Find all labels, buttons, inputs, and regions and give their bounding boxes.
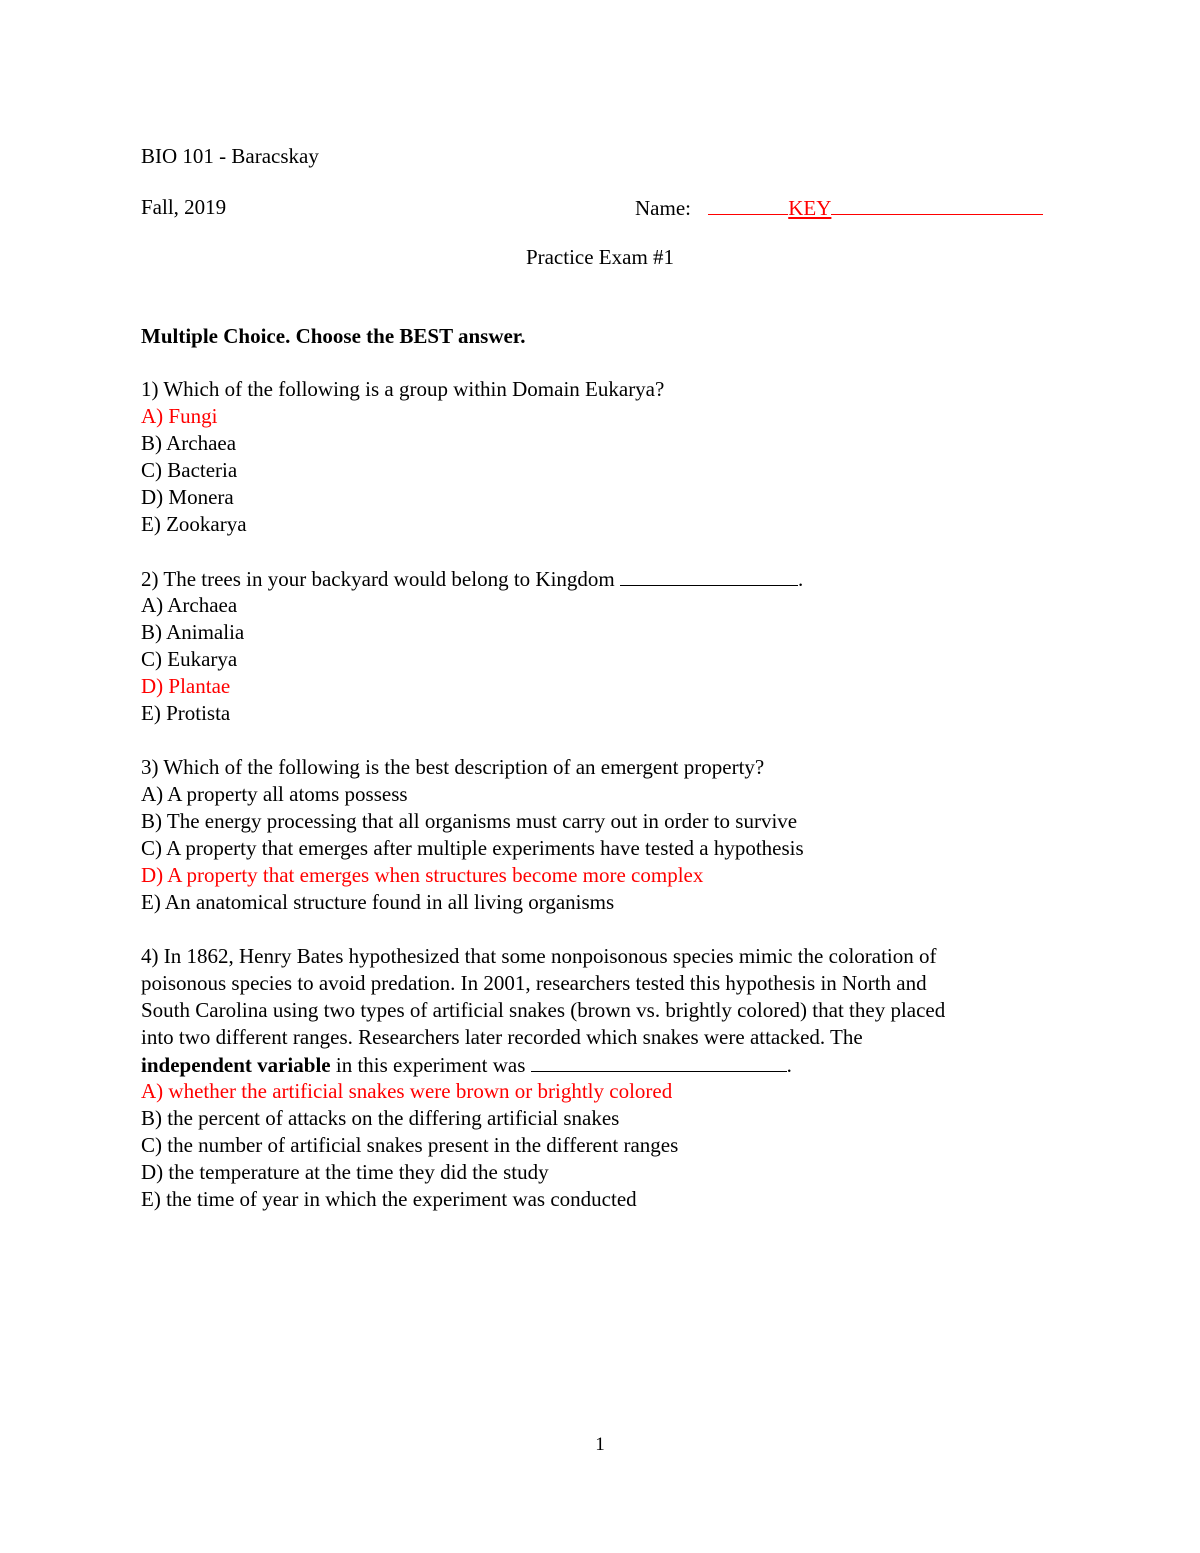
name-label: Name: — [635, 196, 691, 220]
question-4-stem-line-4: into two different ranges. Researchers later recorded which snakes were attacked. The — [141, 1025, 863, 1049]
q4-option-c: C) the number of artificial snakes present in the different ranges — [141, 1133, 679, 1157]
q4-option-e: E) the time of year in which the experiment was conducted — [141, 1187, 637, 1211]
q4-stem-end: . — [786, 1053, 792, 1077]
q2-option-b: B) Animalia — [141, 620, 245, 644]
q1-option-a: A) Fungi — [141, 404, 218, 428]
question-4-stem-line-1: 4) In 1862, Henry Bates hypothesized that some nonpoisonous species mimic the coloration of — [141, 944, 937, 968]
q2-option-e: E) Protista — [141, 701, 231, 725]
answer-blank — [620, 565, 798, 586]
q1-option-d: D) Monera — [141, 485, 234, 509]
q3-option-a: A) A property all atoms possess — [141, 782, 408, 806]
answer-blank — [531, 1051, 787, 1072]
q1-option-b: B) Archaea — [141, 431, 237, 455]
q2-option-a: A) Archaea — [141, 593, 238, 617]
question-4-stem-line-2: poisonous species to avoid predation. In 2001, researchers tested this hypothesis in North and — [141, 971, 927, 995]
q2-stem-text: 2) The trees in your backyard would belong to Kingdom — [141, 567, 615, 591]
q3-option-d: D) A property that emerges when structures become more complex — [141, 863, 704, 887]
name-value: KEY — [788, 196, 832, 220]
q2-stem-end: . — [798, 567, 804, 591]
q1-option-c: C) Bacteria — [141, 458, 238, 482]
exam-title: Practice Exam #1 — [525, 245, 675, 269]
q1-option-e: E) Zookarya — [141, 512, 247, 536]
term: Fall, 2019 — [141, 195, 227, 219]
q2-option-d: D) Plantae — [141, 674, 231, 698]
question-4-stem-line-3: South Carolina using two types of artificial snakes (brown vs. brightly colored) that they placed — [141, 998, 946, 1022]
q4-option-d: D) the temperature at the time they did the study — [141, 1160, 549, 1184]
q3-option-b: B) The energy processing that all organisms must carry out in order to survive — [141, 809, 798, 833]
question-1-stem: 1) Which of the following is a group within Domain Eukarya? — [141, 377, 665, 401]
question-4-stem-line-5 — [141, 1051, 792, 1079]
page-number: 1 — [595, 1434, 605, 1455]
question-2-stem — [141, 565, 803, 593]
q4-key-term: independent variable — [141, 1053, 331, 1077]
q3-option-c: C) A property that emerges after multiple experiments have tested a hypothesis — [141, 836, 804, 860]
name-field — [635, 194, 1043, 222]
q4-option-b: B) the percent of attacks on the differing artificial snakes — [141, 1106, 620, 1130]
q3-option-e: E) An anatomical structure found in all living organisms — [141, 890, 615, 914]
q2-option-c: C) Eukarya — [141, 647, 238, 671]
course-title: BIO 101 - Baracskay — [141, 144, 319, 168]
q4-stem-tail: in this experiment was — [330, 1053, 526, 1077]
q4-option-a: A) whether the artificial snakes were brown or brightly colored — [141, 1079, 673, 1103]
question-3-stem: 3) Which of the following is the best description of an emergent property? — [141, 755, 765, 779]
instructions: Multiple Choice. Choose the BEST answer. — [141, 324, 526, 348]
